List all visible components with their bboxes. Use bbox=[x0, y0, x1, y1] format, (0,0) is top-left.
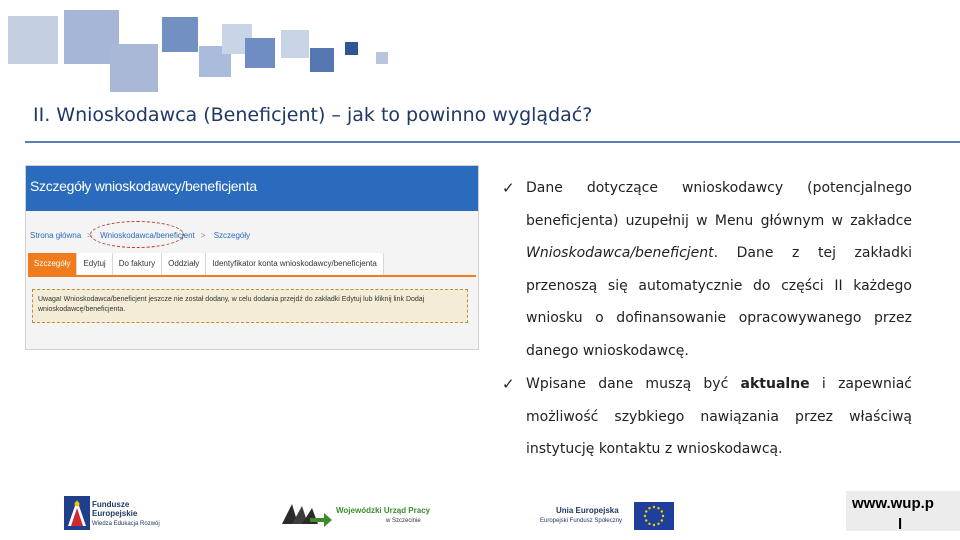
bullet-text: . Dane z tej zakładki przenoszą się automatycznie do części II każdego wniosku o dofinansowanie opracowywanego przez danego wnioskodawcę. bbox=[526, 245, 912, 359]
fe-logo-subtitle: Wiedza Edukacja Rozwój bbox=[92, 521, 160, 527]
wup-logo-name: Wojewódzki Urząd Pracy bbox=[336, 506, 431, 515]
tab-account-id[interactable]: Identyfikator konta wnioskodawcy/beneficjenta bbox=[206, 253, 384, 275]
fe-logo-line1: Fundusze bbox=[92, 500, 130, 509]
decor-square bbox=[245, 38, 275, 68]
checkmark-icon: ✓ bbox=[502, 375, 515, 393]
warning-box bbox=[32, 289, 468, 323]
decor-square bbox=[281, 30, 309, 58]
fe-logo-line2: Europejskie bbox=[92, 509, 138, 518]
website-url[interactable] bbox=[846, 491, 960, 531]
website-url-text: www.wup.p bbox=[852, 495, 934, 512]
wup-logo-subtitle: w Szczecinie bbox=[386, 518, 421, 524]
embedded-screenshot bbox=[25, 165, 479, 350]
decor-square bbox=[376, 52, 388, 64]
decor-square bbox=[8, 16, 58, 64]
title-divider bbox=[25, 141, 960, 143]
breadcrumb-separator: > bbox=[87, 231, 92, 240]
bullet-text: Dane dotyczące wnioskodawcy (potencjalnego beneficjenta) uzupełnij w Menu głównym w zakładce bbox=[526, 180, 912, 229]
decor-square bbox=[162, 17, 198, 52]
bullet-item bbox=[502, 172, 912, 367]
bullet-list bbox=[502, 172, 912, 467]
slide-title: II. Wnioskodawca (Beneficjent) – jak to powinno wyglądać? bbox=[33, 104, 593, 126]
tab-details[interactable]: Szczegóły bbox=[28, 253, 77, 275]
tab-underline bbox=[28, 275, 476, 277]
decor-square bbox=[310, 48, 334, 72]
bullet-bold: aktualne bbox=[740, 376, 810, 392]
wup-logo bbox=[280, 498, 332, 528]
eu-flag-icon bbox=[634, 502, 674, 530]
ue-logo-subtitle: Europejski Fundusz Społeczny bbox=[540, 518, 623, 524]
breadcrumb-item[interactable]: Wnioskodawca/beneficjent bbox=[100, 231, 195, 240]
highlight-oval bbox=[90, 221, 184, 248]
tab-bar bbox=[28, 253, 384, 275]
bullet-item bbox=[502, 368, 912, 466]
fundusze-europejskie-logo bbox=[64, 496, 90, 530]
breadcrumb-item[interactable]: Szczegóły bbox=[213, 231, 251, 240]
bullet-text: i zapewniać możliwość szybkiego nawiązania przez właściwą instytucję kontaktu z wnioskodawcą. bbox=[526, 376, 912, 457]
warning-text: Uwaga! Wnioskodawca/beneficjent jeszcze nie został dodany, w celu dodania przejdź do zakładki Edytuj lub kliknij link Dodaj wnioskodawcę/beneficjenta. bbox=[38, 296, 425, 313]
decor-square bbox=[110, 44, 158, 92]
fe-logo-text bbox=[92, 500, 137, 518]
tab-invoice[interactable]: Do faktury bbox=[113, 253, 162, 275]
screenshot-header-title: Szczegóły wnioskodawcy/beneficjenta bbox=[30, 178, 257, 194]
website-url-continuation bbox=[898, 516, 902, 533]
screenshot-header bbox=[26, 166, 478, 211]
screenshot-body bbox=[26, 211, 478, 349]
tab-edit[interactable]: Edytuj bbox=[77, 253, 112, 275]
checkmark-icon: ✓ bbox=[502, 179, 515, 197]
website-url-line2: l bbox=[898, 516, 903, 533]
breadcrumb-separator: > bbox=[200, 231, 206, 240]
bullet-italic: Wnioskodawca/beneficjent bbox=[526, 245, 714, 261]
tab-branches[interactable]: Oddziały bbox=[162, 253, 206, 275]
breadcrumb-item[interactable]: Strona główna bbox=[30, 231, 82, 240]
bullet-text: Wpisane dane muszą być bbox=[526, 376, 741, 392]
ue-logo-name: Unia Europejska bbox=[556, 506, 619, 515]
decor-square bbox=[345, 42, 358, 55]
